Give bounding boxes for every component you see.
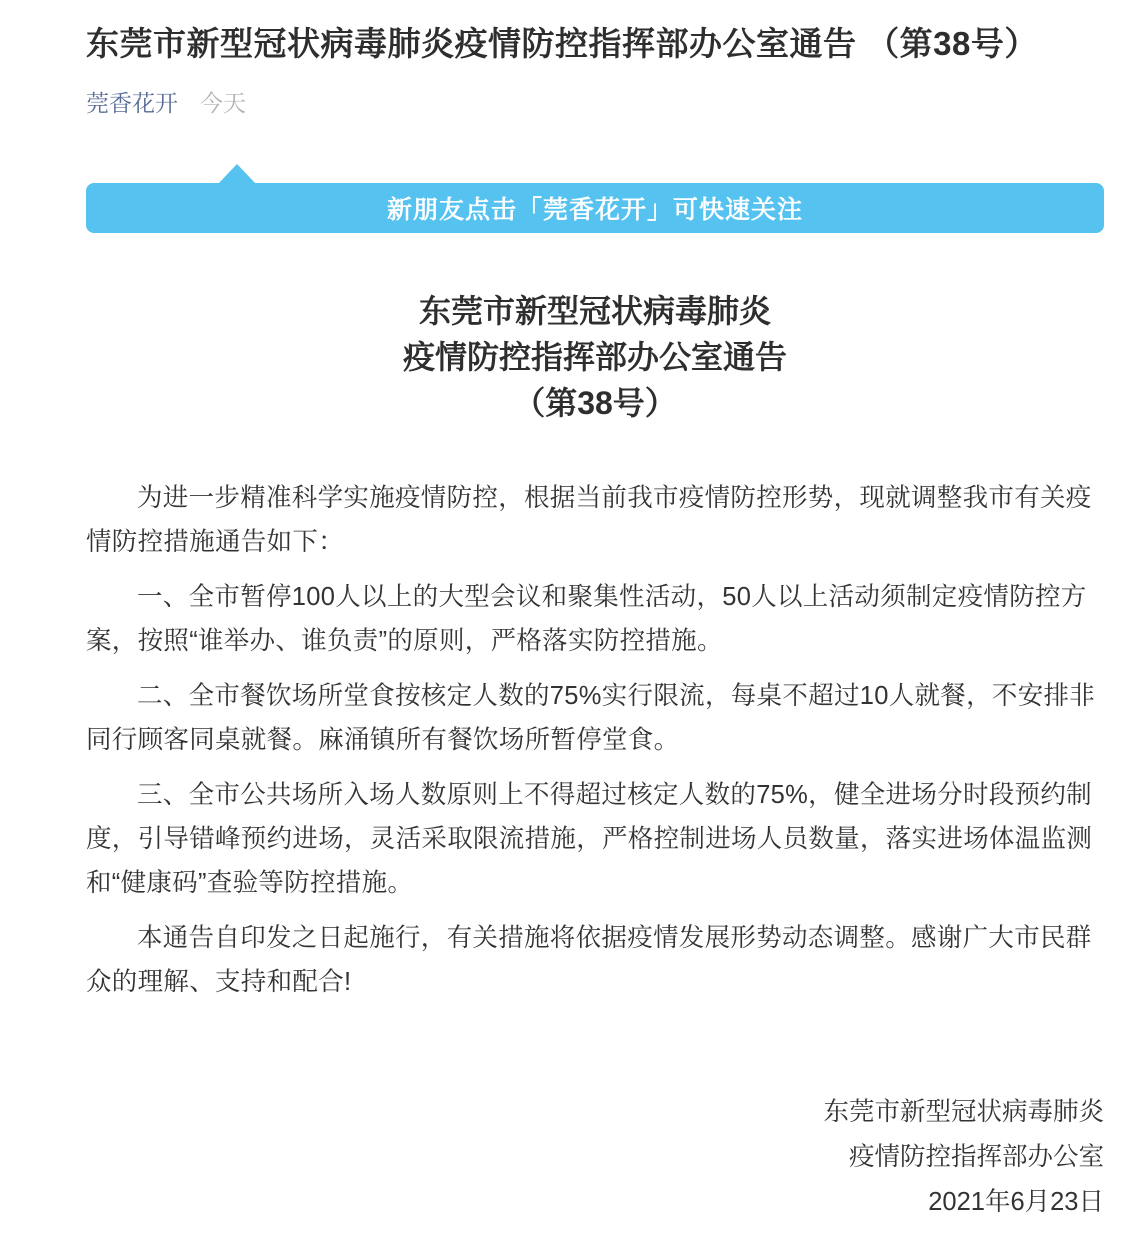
body-paragraph-item-2: 二、全市餐饮场所堂食按核定人数的75%实行限流，每桌不超过10人就餐，不安排非同行顾客同桌就餐。麻涌镇所有餐饮场所暂停堂食。 bbox=[86, 682, 1096, 754]
publish-date: 今天 bbox=[200, 90, 246, 116]
account-link[interactable]: 莞香花开 bbox=[86, 90, 178, 116]
signature-org-line-1: 东莞市新型冠状病毒肺炎 bbox=[823, 1098, 1104, 1126]
body-paragraph-item-1: 一、全市暂停100人以上的大型会议和聚集性活动，50人以上活动须制定疫情防控方案，按照“谁举办、谁负责”的原则，严格落实防控措施。 bbox=[86, 583, 1087, 655]
byline bbox=[86, 87, 1104, 119]
notice-heading-line-2: 疫情防控指挥部办公室通告 bbox=[402, 339, 787, 375]
notice-heading-line-1: 东莞市新型冠状病毒肺炎 bbox=[418, 293, 771, 329]
banner-pointer-icon bbox=[218, 164, 256, 184]
signature-date: 2021年6月23日 bbox=[928, 1188, 1104, 1216]
body-paragraph-item-3: 三、全市公共场所入场人数原则上不得超过核定人数的75%，健全进场分时段预约制度，引导错峰预约进场，灵活采取限流措施，严格控制进场人员数量，落实进场体温监测和“健康码”查验等防控措施。 bbox=[86, 781, 1093, 897]
follow-banner-text: 新朋友点击「莞香花开」可快速关注 bbox=[386, 196, 803, 224]
follow-banner-wrap bbox=[86, 183, 1104, 233]
notice-heading bbox=[86, 288, 1104, 426]
signature-block bbox=[86, 1090, 1104, 1225]
article-title: 东莞市新型冠状病毒肺炎疫情防控指挥部办公室通告 （第38号） bbox=[86, 25, 1038, 62]
notice-heading-line-3: （第38号） bbox=[513, 385, 677, 421]
signature-org-line-2: 疫情防控指挥部办公室 bbox=[848, 1143, 1104, 1171]
follow-banner[interactable] bbox=[86, 183, 1104, 233]
body-paragraph-closing: 本通告自印发之日起施行，有关措施将依据疫情发展形势动态调整。感谢广大市民群众的理解、支持和配合! bbox=[86, 924, 1092, 996]
notice-body bbox=[86, 476, 1104, 1004]
body-paragraph-intro: 为进一步精准科学实施疫情防控，根据当前我市疫情防控形势，现就调整我市有关疫情防控措施通告如下： bbox=[86, 484, 1092, 556]
